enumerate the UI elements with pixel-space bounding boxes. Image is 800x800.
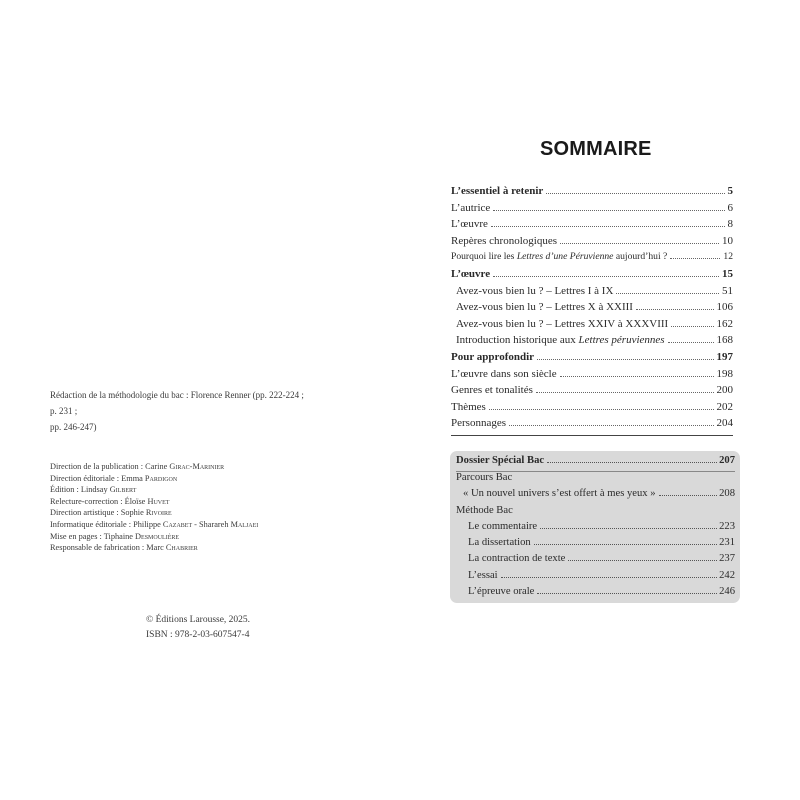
toc-entry-text: L’œuvre — [451, 267, 491, 280]
toc-entry-page: 208 — [719, 488, 735, 500]
copyright-notice: © Éditions Larousse, 2025. — [146, 615, 251, 625]
toc-entry[interactable] — [451, 285, 733, 302]
toc-entry[interactable] — [451, 268, 733, 285]
toc-entry-text: Thèmes — [451, 400, 486, 413]
toc-entry-page: 6 — [727, 201, 733, 214]
toc-entry[interactable] — [456, 586, 735, 602]
dot-leader — [636, 309, 714, 310]
dot-leader — [547, 462, 717, 463]
toc-entry-text: La contraction de texte — [468, 553, 566, 565]
toc-entry-page: 51 — [722, 284, 733, 297]
toc-entry-page: 197 — [716, 350, 733, 363]
methode-bac-label — [456, 505, 735, 521]
toc-entry[interactable] — [451, 251, 733, 268]
toc-entry-text: Genres et tonalités — [451, 384, 533, 397]
credit-line — [50, 507, 350, 519]
credit-line — [50, 519, 350, 531]
toc-entry-text-part: aujourd’hui ? — [613, 251, 668, 263]
credit-name: Gilbert — [109, 485, 137, 495]
dot-leader — [546, 193, 724, 194]
section-label: Méthode Bac — [456, 504, 513, 516]
credit-name: Huvet — [147, 496, 170, 506]
toc-entry-text-part: Pourquoi lire les — [451, 251, 517, 263]
toc-entry-text: Pour approfondir — [451, 350, 535, 363]
dot-leader — [668, 342, 714, 343]
credit-name: Chabrier — [165, 543, 198, 553]
credit-name: Maljaei — [230, 519, 259, 529]
toc-entry-page: 106 — [716, 301, 733, 314]
toc-entry-text-part: Introduction historique aux — [456, 334, 579, 347]
toc-entry-page: 207 — [719, 455, 735, 466]
credit-label: Informatique éditoriale : Philippe — [50, 519, 163, 529]
dossier-bac-list — [456, 455, 735, 602]
credit-label: Direction artistique : Sophie — [50, 508, 146, 518]
credit-label: Mise en pages : Tiphaine — [50, 531, 136, 541]
dot-leader — [537, 359, 713, 360]
toc-entry-text: Avez-vous bien lu ? – Lettres X à XXIII — [456, 301, 633, 314]
dot-leader — [489, 409, 714, 410]
toc-entry-page: 246 — [719, 586, 735, 598]
toc-entry-text: La dissertation — [468, 537, 531, 549]
toc-entry-text: Dossier Spécial Bac — [456, 455, 545, 466]
book-title-italic: Lettres d’une Péruvienne — [516, 251, 614, 263]
toc-entry[interactable] — [451, 417, 733, 434]
toc-entry-page: 202 — [716, 400, 733, 413]
dot-leader — [501, 577, 717, 578]
toc-entry[interactable] — [456, 521, 735, 537]
dot-leader — [560, 376, 714, 377]
credit-line — [50, 496, 350, 508]
toc-divider — [451, 435, 733, 436]
toc-entry[interactable] — [451, 368, 733, 385]
toc-entry-page: 231 — [719, 537, 735, 549]
dot-leader — [509, 425, 714, 426]
toc-entry-page: 204 — [716, 417, 733, 430]
methodology-credit-line-1: Rédaction de la méthodologie du bac : Florence Renner (pp. 222-224 ; p. 231 ; — [50, 390, 304, 416]
publication-credits — [50, 461, 350, 554]
toc-entry[interactable] — [456, 488, 735, 504]
dot-leader — [493, 276, 719, 277]
toc-entry[interactable] — [451, 235, 733, 252]
toc-entry-text: « Un nouvel univers s’est offert à mes yeux » — [463, 488, 656, 500]
toc-entry-text: L’essai — [468, 569, 498, 581]
toc-entry[interactable] — [451, 384, 733, 401]
copyright-block — [146, 613, 250, 643]
toc-entry[interactable] — [451, 202, 733, 219]
credit-line — [50, 461, 350, 473]
toc-entry-page: 15 — [722, 267, 733, 280]
credit-label: Édition : Lindsay — [50, 485, 110, 495]
toc-entry-page: 168 — [716, 334, 733, 347]
toc-entry-text: L’épreuve orale — [468, 586, 535, 598]
isbn: ISBN : 978-2-03-607547-4 — [146, 630, 250, 640]
toc-entry[interactable] — [451, 301, 733, 318]
methodology-credit — [50, 387, 310, 435]
dot-leader — [493, 210, 724, 211]
toc-entry-page: 223 — [719, 520, 735, 532]
toc-entry[interactable] — [456, 570, 735, 586]
credit-name: Cazabet — [162, 519, 193, 529]
parcours-bac-label — [456, 472, 735, 488]
toc-entry-page: 242 — [719, 569, 735, 581]
toc-entry-text: Le commentaire — [468, 520, 538, 532]
toc-entry-page: 5 — [727, 185, 733, 197]
toc-entry[interactable] — [451, 334, 733, 351]
credit-label: - Sharareh — [192, 519, 231, 529]
toc-entry-text — [451, 251, 667, 262]
toc-entry-text: Avez-vous bien lu ? – Lettres XXIV à XXXVIII — [456, 317, 669, 330]
toc-entry[interactable] — [451, 351, 733, 368]
credit-name: Rivoire — [145, 508, 172, 518]
dot-leader — [560, 243, 719, 244]
dot-leader — [616, 293, 719, 294]
toc-title: SOMMAIRE — [540, 138, 652, 160]
dot-leader — [671, 326, 713, 327]
toc-entry[interactable] — [451, 185, 733, 202]
dot-leader — [534, 544, 717, 545]
toc-entry-text: Avez-vous bien lu ? – Lettres I à IX — [456, 284, 614, 297]
toc-entry-page: 8 — [727, 218, 733, 231]
credit-label: Responsable de fabrication : Marc — [50, 543, 166, 553]
book-title-italic: Lettres péruviennes — [578, 334, 665, 347]
credit-line — [50, 531, 350, 543]
toc-entry-text: L’autrice — [451, 201, 491, 214]
toc-entry-text — [456, 334, 665, 346]
dot-leader — [540, 528, 717, 529]
toc-entry[interactable] — [451, 318, 733, 335]
toc-entry-page: 12 — [723, 251, 733, 263]
dossier-bac-header[interactable] — [456, 455, 735, 472]
toc-entry-text: L’œuvre dans son siècle — [451, 367, 557, 380]
toc-entry-page: 162 — [716, 317, 733, 330]
toc-entry-text: Repères chronologiques — [451, 234, 557, 247]
toc-entry[interactable] — [451, 218, 733, 235]
toc-entry-page: 237 — [719, 553, 735, 565]
credit-name: Desmoulière — [135, 531, 180, 541]
section-label: Parcours Bac — [456, 472, 513, 483]
methodology-credit-line-2: pp. 246-247) — [50, 422, 97, 432]
dot-leader — [537, 593, 717, 594]
toc-entry[interactable] — [456, 553, 735, 569]
toc-entry-page: 200 — [716, 384, 733, 397]
dot-leader — [568, 560, 717, 561]
credit-label: Direction éditoriale : Emma — [50, 473, 145, 483]
credit-label: Direction de la publication : Carine — [50, 462, 170, 471]
credit-line — [50, 542, 350, 554]
toc-entry-text: Personnages — [451, 417, 506, 430]
table-of-contents — [451, 185, 733, 434]
dot-leader — [491, 226, 725, 227]
credit-label: Relecture-correction : Éloïse — [50, 496, 148, 506]
credit-name: Girac-Marinier — [169, 462, 225, 471]
toc-entry-text: L’essentiel à retenir — [451, 185, 544, 197]
credit-line — [50, 484, 350, 496]
dossier-bac-box — [450, 451, 740, 603]
dot-leader — [536, 392, 714, 393]
toc-entry-page: 10 — [722, 234, 733, 247]
toc-entry[interactable] — [456, 537, 735, 553]
toc-entry-page: 198 — [716, 367, 733, 380]
credit-line — [50, 473, 350, 485]
dot-leader — [670, 258, 720, 259]
toc-entry-text: L’œuvre — [451, 218, 488, 231]
credit-name: Pardigon — [144, 473, 178, 483]
dot-leader — [659, 495, 718, 496]
toc-entry[interactable] — [451, 401, 733, 418]
